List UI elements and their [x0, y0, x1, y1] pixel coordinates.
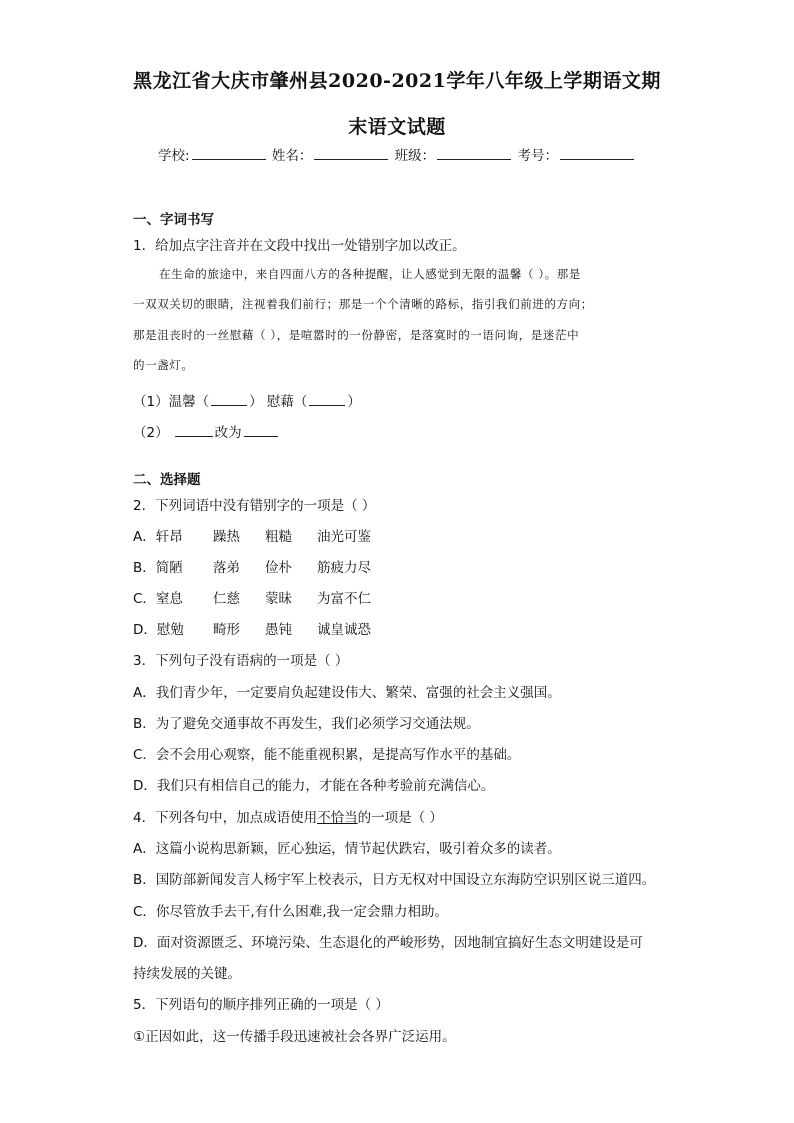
option-word: 粗糙: [265, 529, 292, 545]
q1-sub1: [133, 390, 361, 410]
q4-option-d[interactable]: D．面对资源匮乏、环境污染、生态退化的严峻形势，因地制宜搞好生态文明建设是可: [133, 935, 643, 951]
q5-stem: 5．下列语句的顺序排列正确的一项是（ ）: [133, 997, 389, 1013]
option-word: D．慰勉: [133, 622, 184, 638]
section-heading-2: 二、选择题: [133, 472, 201, 488]
exam-title-line2: 末语文试题: [348, 116, 446, 138]
q1-sub2-prefix: （2）: [133, 425, 169, 441]
q3-option-b[interactable]: B．为了避免交通事故不再发生，我们必须学习交通法规。: [133, 716, 480, 732]
q1-sub1-mid: ） 慰藉（: [249, 394, 308, 410]
q1-passage-line: 一双双关切的眼睛，注视着我们前行；那是一个个清晰的路标，指引我们前进的方向；: [133, 297, 593, 311]
option-word: 仁慈: [213, 591, 240, 607]
q3-option-c[interactable]: C．会不会用心观察，能不能重视积累，是提高写作水平的基础。: [133, 747, 521, 763]
class-blank[interactable]: [437, 146, 511, 160]
option-word: 俭朴: [265, 560, 292, 576]
q1-passage-line: 那是沮丧时的一丝慰藉（ ），是喧嚣时的一份静密，是落寞时的一语问询，是迷茫中: [133, 328, 580, 342]
q1-passage-line: 在生命的旅途中，来自四面八方的各种提醒，让人感觉到无限的温馨（ ）。那是: [159, 267, 582, 281]
q4-option-a[interactable]: A．这篇小说构思新颖，匠心独运，情节起伏跌宕，吸引着众多的读者。: [133, 841, 561, 857]
number-label: 考号：: [517, 148, 558, 164]
option-word: 油光可鉴: [317, 529, 371, 545]
q4-option-d-cont: 持续发展的关键。: [133, 966, 241, 982]
option-word: B．简陋: [133, 560, 183, 576]
q1-sub1-prefix: （1）温馨（: [133, 394, 210, 410]
q1-sub2-mid: 改为: [214, 425, 242, 441]
answer-blank[interactable]: [309, 392, 345, 406]
option-word: 落弟: [213, 560, 240, 576]
student-info-row: [0, 144, 794, 164]
answer-blank[interactable]: [175, 423, 213, 437]
q1-passage-line: 的一盏灯。: [133, 358, 194, 372]
number-blank[interactable]: [560, 146, 634, 160]
option-word: 诚皇诚恐: [317, 622, 371, 638]
class-label: 班级：: [394, 148, 436, 164]
option-word: C．窒息: [133, 591, 183, 607]
answer-blank[interactable]: [244, 423, 278, 437]
q2-option-c[interactable]: [133, 587, 371, 607]
q5-item-1: ①正因如此，这一传播手段迅速被社会各界广泛运用。: [133, 1029, 456, 1045]
option-word: 筋疲力尽: [317, 560, 371, 576]
option-word: 蒙昧: [265, 591, 292, 607]
q4-option-b[interactable]: B．国防部新闻发言人杨宇军上校表示，日方无权对中国设立东海防空识别区说三道四。: [133, 872, 656, 888]
q1-sub2: [133, 421, 280, 441]
exam-title-line1: 黑龙江省大庆市肇州县2020-2021学年八年级上学期语文期: [133, 70, 661, 92]
answer-blank[interactable]: [211, 392, 247, 406]
option-word: 为富不仁: [317, 591, 371, 607]
q4-stem: [133, 806, 443, 826]
q3-option-a[interactable]: A．我们青少年，一定要肩负起建设伟大、繁荣、富强的社会主义强国。: [133, 685, 561, 701]
school-blank[interactable]: [192, 146, 266, 160]
q2-option-b[interactable]: [133, 556, 371, 576]
q2-option-a[interactable]: [133, 525, 371, 545]
q2-stem: 2．下列词语中没有错别字的一项是（ ）: [133, 498, 376, 514]
name-blank[interactable]: [314, 146, 388, 160]
section-heading-1: 一、字词书写: [133, 212, 214, 228]
option-word: A．轩昂: [133, 529, 183, 545]
option-word: 畸形: [213, 622, 240, 638]
q4-stem-prefix: 4．下列各句中，加点成语使用: [133, 810, 318, 826]
q4-stem-suffix: 的一项是（ ）: [357, 810, 443, 826]
q2-option-d[interactable]: [133, 618, 371, 638]
q3-option-d[interactable]: D．我们只有相信自己的能力，才能在各种考验前充满信心。: [133, 778, 495, 794]
q1-sub1-end: ）: [347, 394, 361, 410]
school-label: 学校:: [158, 148, 190, 164]
option-word: 躁热: [213, 529, 240, 545]
name-label: 姓名：: [271, 148, 313, 164]
q4-option-c[interactable]: C．你尽管放手去干,有什么困难,我一定会鼎力相助。: [133, 904, 449, 920]
q4-stem-emphasis: 不恰当: [317, 810, 358, 826]
option-word: 愚钝: [265, 622, 292, 638]
q1-stem: 1．给加点字注音并在文段中找出一处错别字加以改正。: [133, 238, 466, 254]
q3-stem: 3．下列句子没有语病的一项是（ ）: [133, 653, 349, 669]
